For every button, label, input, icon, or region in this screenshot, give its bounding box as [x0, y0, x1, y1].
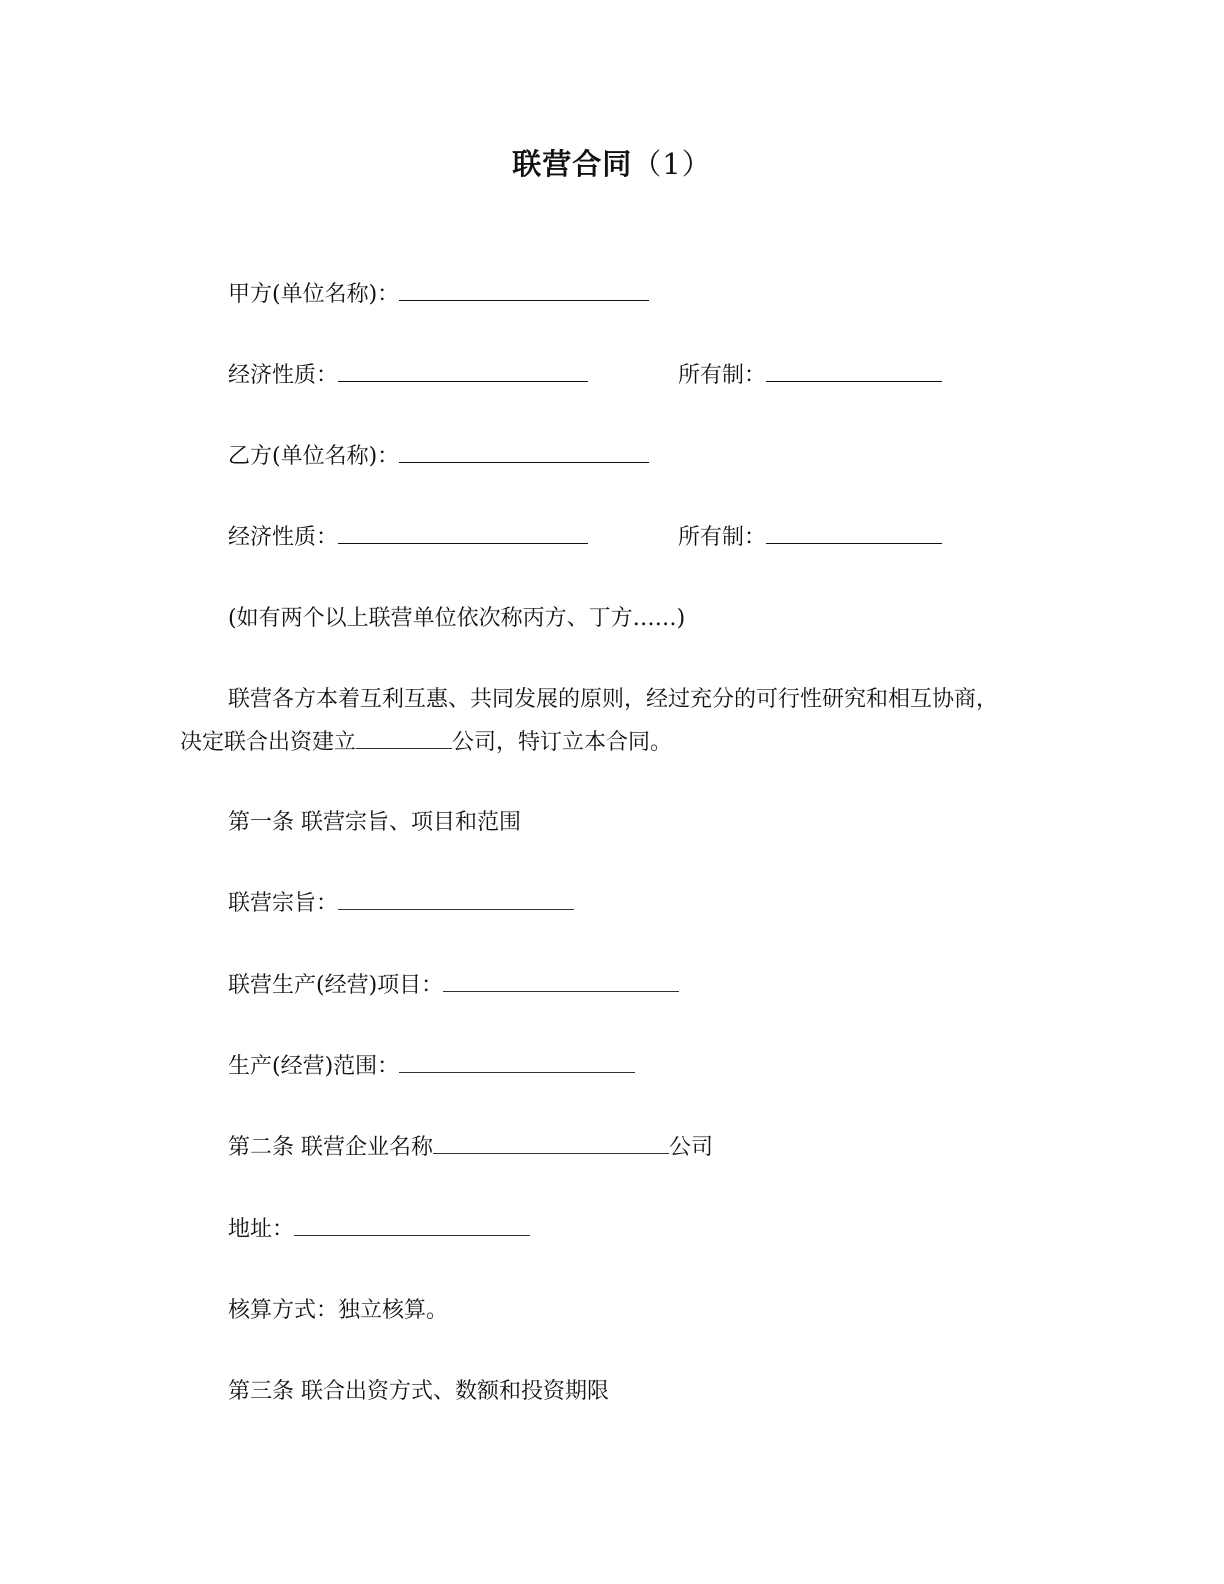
scope-label: 生产(经营)范围： — [228, 1054, 400, 1079]
party-b-label: 乙方(单位名称)： — [228, 444, 400, 469]
party-a-name-blank[interactable] — [399, 282, 649, 301]
additional-parties-note: (如有两个以上联营单位依次称丙方、丁方……) — [228, 606, 686, 631]
article-2-heading-after: 公司 — [669, 1135, 714, 1160]
document-title — [0, 142, 1224, 183]
party-a-nature-label: 经济性质： — [228, 363, 339, 388]
enterprise-name-blank[interactable] — [433, 1135, 669, 1154]
party-a-ownership-row — [678, 361, 942, 391]
article-2-heading — [228, 1133, 713, 1163]
party-b-nature-row — [228, 523, 588, 553]
address-row — [228, 1215, 530, 1245]
intro-line-1: 联营各方本着互利互惠、共同发展的原则，经过充分的可行性研究和相互协商， — [228, 687, 999, 712]
scope-row — [228, 1052, 635, 1082]
company-name-blank[interactable] — [356, 730, 452, 749]
party-a-name-row — [228, 280, 649, 310]
party-a-label: 甲方(单位名称)： — [228, 282, 400, 307]
party-b-ownership-label: 所有制： — [678, 525, 767, 550]
purpose-row — [228, 889, 574, 919]
party-b-nature-label: 经济性质： — [228, 525, 339, 550]
party-a-nature-blank[interactable] — [338, 363, 588, 382]
purpose-label: 联营宗旨： — [228, 891, 339, 916]
party-b-ownership-blank[interactable] — [766, 525, 942, 544]
address-label: 地址： — [228, 1217, 295, 1242]
accounting-method: 核算方式：独立核算。 — [228, 1298, 449, 1323]
party-b-nature-blank[interactable] — [338, 525, 588, 544]
party-a-ownership-blank[interactable] — [766, 363, 942, 382]
title-main: 联营合同 — [512, 147, 633, 181]
article-2-heading-before: 第二条 联营企业名称 — [228, 1135, 433, 1160]
title-suffix: （1） — [632, 147, 712, 181]
intro-line-2-before: 决定联合出资建立 — [180, 730, 357, 755]
scope-blank[interactable] — [399, 1054, 635, 1073]
purpose-blank[interactable] — [338, 891, 574, 910]
article-3-heading: 第三条 联合出资方式、数额和投资期限 — [228, 1379, 609, 1404]
party-b-name-blank[interactable] — [399, 444, 649, 463]
intro-line-2 — [180, 728, 672, 758]
party-a-ownership-label: 所有制： — [678, 363, 767, 388]
project-row — [228, 971, 679, 1001]
project-label: 联营生产(经营)项目： — [228, 973, 444, 998]
article-1-heading: 第一条 联营宗旨、项目和范围 — [228, 810, 521, 835]
project-blank[interactable] — [443, 973, 679, 992]
address-blank[interactable] — [294, 1217, 530, 1236]
party-b-ownership-row — [678, 523, 942, 553]
intro-line-2-after: 公司，特订立本合同。 — [452, 730, 673, 755]
party-a-nature-row — [228, 361, 588, 391]
party-b-name-row — [228, 442, 649, 472]
